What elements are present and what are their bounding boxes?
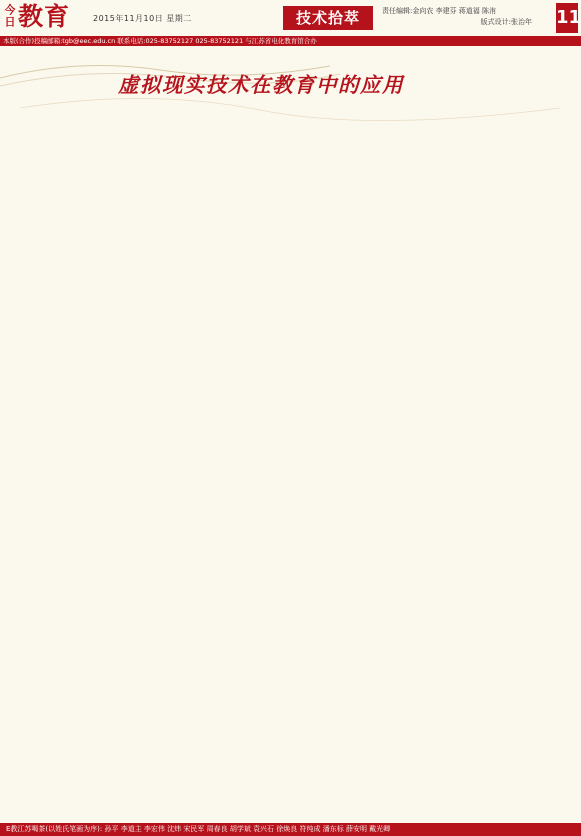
masthead	[0, 0, 581, 46]
article-column-1	[14, 142, 141, 820]
article-title: 虚拟现实技术在教育中的应用	[118, 73, 404, 97]
section-title: 技术拾萃	[283, 6, 373, 30]
footer-bar	[0, 823, 581, 836]
logo-prefix: 今日	[3, 4, 16, 28]
article-column-2	[147, 142, 277, 820]
designer-line: 版式设计:张治年	[480, 18, 532, 26]
issue-date: 2015年11月10日 星期二	[93, 14, 192, 23]
editors-block	[382, 6, 552, 28]
newspaper-logo	[4, 4, 70, 30]
editors-line: 责任编辑:金向农 李建芬 蒋道福 陈洧	[382, 7, 497, 15]
logo-title: 教育	[18, 2, 71, 31]
footer-credits: E教江苏喝茶(以姓氏笔画为序): 孙平 李道主 李宏伟 沈炜 宋民军 周春良 胡学斌 袁兴石 徐焕良 符纯成 潘东标 薛安明 戴光卿	[6, 825, 391, 833]
article-column-3	[285, 104, 425, 820]
article-column-4	[432, 104, 570, 820]
hotline-text: 本版(合作)投稿邮箱:tgb@eec.edu.cn 联系电话:025-83752127 025-83752121 与江苏省电化教育馆合办	[3, 37, 317, 45]
page-number: 11	[556, 3, 578, 33]
